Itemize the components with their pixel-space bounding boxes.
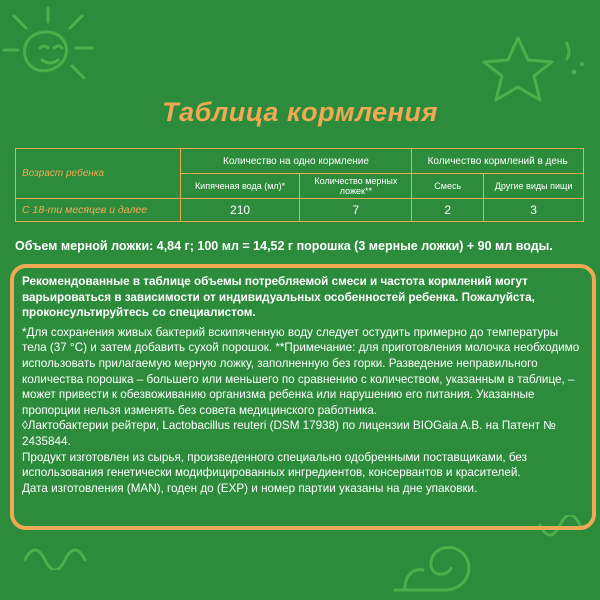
product-text: Продукт изготовлен из сырья, произведенного специально одобренными поставщиками, без использования генетически модифицированных ингредиентов, консервантов и красителей.: [22, 450, 528, 480]
formula-cell: 2: [412, 199, 484, 222]
feeding-table: [15, 148, 584, 222]
sun-doodle: [0, 0, 130, 95]
other-food-cell: 3: [484, 199, 584, 222]
other-food-subheader: Другие виды пищи: [484, 174, 584, 199]
spoons-subheader: Количество мерных ложек**: [300, 174, 412, 199]
age-header: Возраст ребенка: [16, 149, 181, 199]
feedings-per-day-header: Количество кормлений в день: [412, 149, 584, 174]
table-row: [16, 199, 584, 222]
date-text: Дата изготовления (MAN), годен до (EXP) и номер партии указаны на дне упаковки.: [22, 481, 478, 495]
table-header-row: [16, 149, 584, 174]
water-cell: 210: [180, 199, 300, 222]
spoon-volume-note: Объем мерной ложки: 4,84 г; 100 мл = 14,52 г порошка (3 мерные ложки) + 90 мл воды.: [15, 239, 553, 253]
formula-subheader: Смесь: [412, 174, 484, 199]
age-cell: С 18-ти месяцев и далее: [16, 199, 181, 222]
page-title: Таблица кормления: [162, 97, 438, 127]
squiggle-doodle-left: [20, 530, 100, 570]
footnote-preparation: *Для сохранения живых бактерий вскипяченную воду следует остудить примерно до температуры тела (37 °С) и затем добавить сухой порошок. **Примечание: для приготовления молочка необходимо использовать прилагаемую мерную ложку, заполненную без горки. Разведение неправильного количества порошка – большего или меньшего по сравнению с количеством, указанным в таблице, – может привести к обезвоживанию организма ребенка или нарушению его питания. Указанные пропорции нельзя изменять без совета медицинского работника.: [22, 325, 580, 417]
info-box: [10, 264, 596, 530]
water-subheader: Кипяченая вода (мл)*: [180, 174, 300, 199]
spoons-cell: 7: [300, 199, 412, 222]
footnote-lactobacilli: ◊Лактобактерии рейтери, Lactobacillus reuteri (DSM 17938) по лицензии BIOGaia A.B. на Патент № 2435844.: [22, 419, 556, 448]
recommendation-text: Рекомендованные в таблице объемы потребляемой смеси и частота кормлений могут варьироваться в зависимости от индивидуальных особенностей ребенка. Пожалуйста, проконсультируйтесь со специалистом.: [22, 275, 535, 320]
per-feeding-header: Количество на одно кормление: [180, 149, 412, 174]
